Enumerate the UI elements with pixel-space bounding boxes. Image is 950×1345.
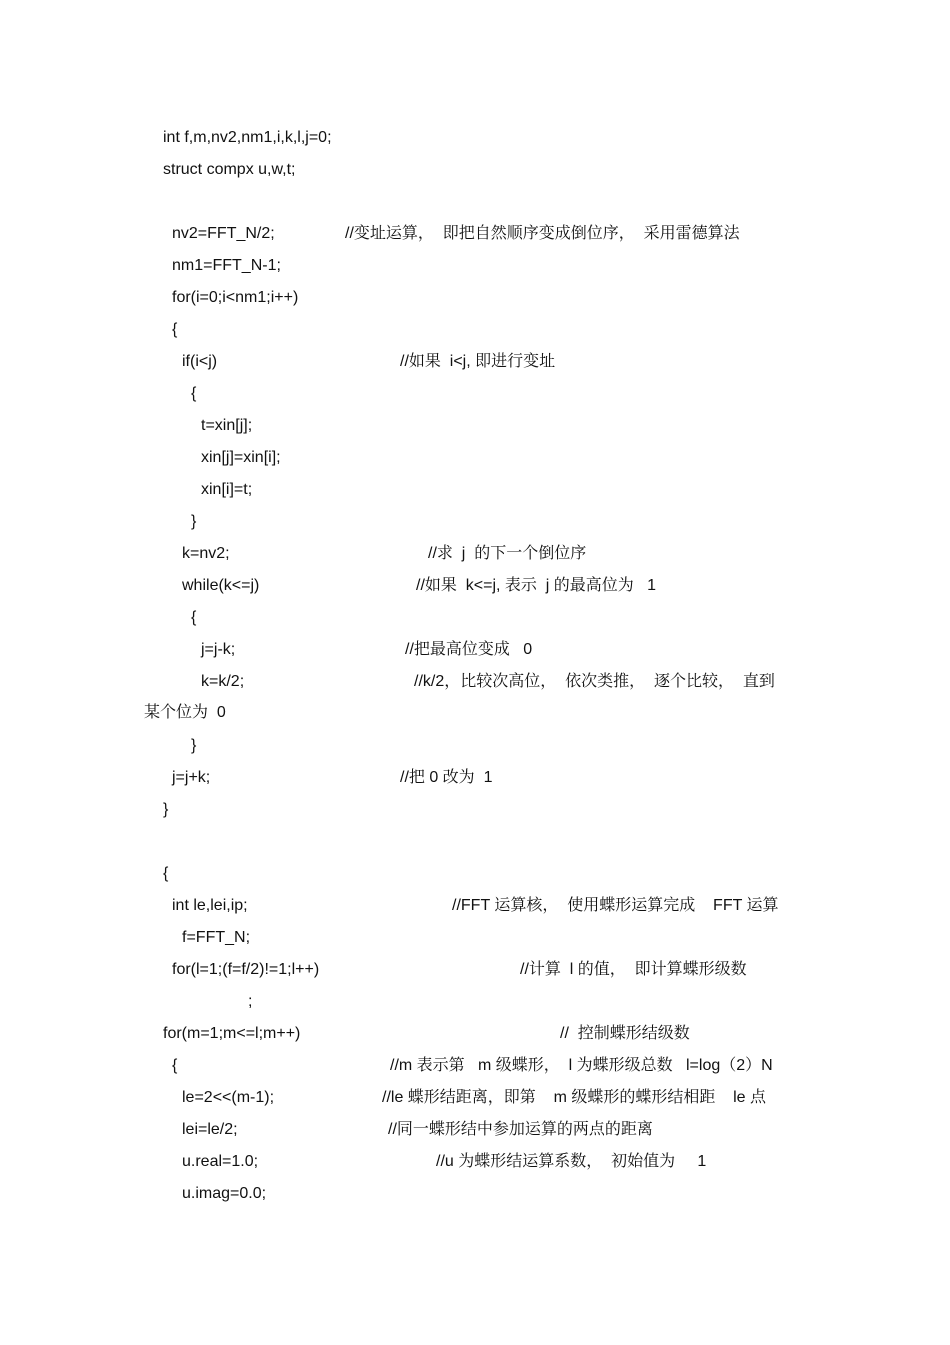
code-line: int f,m,nv2,nm1,i,k,l,j=0; <box>163 129 332 146</box>
code-line: } <box>191 737 197 754</box>
code-line: k=k/2; <box>201 673 245 690</box>
code-line: xin[i]=t; <box>201 481 253 498</box>
code-comment: //把 0 改为 1 <box>400 769 493 786</box>
code-line: f=FFT_N; <box>182 929 251 946</box>
code-line: { <box>172 321 178 338</box>
code-comment: //把最高位变成 0 <box>405 641 533 658</box>
code-comment: 某个位为 0 <box>144 704 226 721</box>
code-line: j=j-k; <box>201 641 236 658</box>
code-line: { <box>172 1057 178 1074</box>
code-line: ; <box>248 993 253 1010</box>
code-line: { <box>163 865 169 882</box>
code-line: if(i<j) <box>182 353 218 370</box>
code-line: nv2=FFT_N/2; <box>172 225 275 242</box>
code-line: t=xin[j]; <box>201 417 253 434</box>
code-line: nm1=FFT_N-1; <box>172 257 281 274</box>
code-line: { <box>191 609 197 626</box>
code-line: { <box>191 385 197 402</box>
code-line: k=nv2; <box>182 545 230 562</box>
code-comment: //如果 k<=j, 表示 j 的最高位为 1 <box>416 577 657 594</box>
code-line: int le,lei,ip; <box>172 897 248 914</box>
code-comment: //计算 l 的值， 即计算蝶形级数 <box>520 961 747 978</box>
code-line: u.real=1.0; <box>182 1153 259 1170</box>
code-line: xin[j]=xin[i]; <box>201 449 281 466</box>
code-line: j=j+k; <box>172 769 211 786</box>
code-comment: //变址运算， 即把自然顺序变成倒位序， 采用雷德算法 <box>345 225 740 242</box>
code-line: for(l=1;(f=f/2)!=1;l++) <box>172 961 320 978</box>
code-line: for(i=0;i<nm1;i++) <box>172 289 299 306</box>
code-comment: //求 j 的下一个倒位序 <box>428 545 587 562</box>
code-comment: //k/2，比较次高位， 依次类推， 逐个比较， 直到 <box>414 673 775 690</box>
code-line: for(m=1;m<=l;m++) <box>163 1025 301 1042</box>
code-line: lei=le/2; <box>182 1121 238 1138</box>
code-comment: //同一蝶形结中参加运算的两点的距离 <box>388 1121 653 1138</box>
code-line: u.imag=0.0; <box>182 1185 267 1202</box>
code-comment: //m 表示第 m 级蝶形， l 为蝶形级总数 l=log（2）N <box>390 1057 773 1074</box>
code-line: } <box>163 801 169 818</box>
code-comment: //如果 i<j, 即进行变址 <box>400 353 556 370</box>
code-line: le=2<<(m-1); <box>182 1089 275 1106</box>
code-comment: // 控制蝶形结级数 <box>560 1025 690 1042</box>
code-line: } <box>191 513 197 530</box>
code-comment: //le 蝶形结距离，即第 m 级蝶形的蝶形结相距 le 点 <box>382 1089 767 1106</box>
code-line: while(k<=j) <box>182 577 260 594</box>
code-line: struct compx u,w,t; <box>163 161 296 178</box>
code-comment: //FFT 运算核， 使用蝶形运算完成 FFT 运算 <box>452 897 779 914</box>
code-comment: //u 为蝶形结运算系数， 初始值为 1 <box>436 1153 707 1170</box>
